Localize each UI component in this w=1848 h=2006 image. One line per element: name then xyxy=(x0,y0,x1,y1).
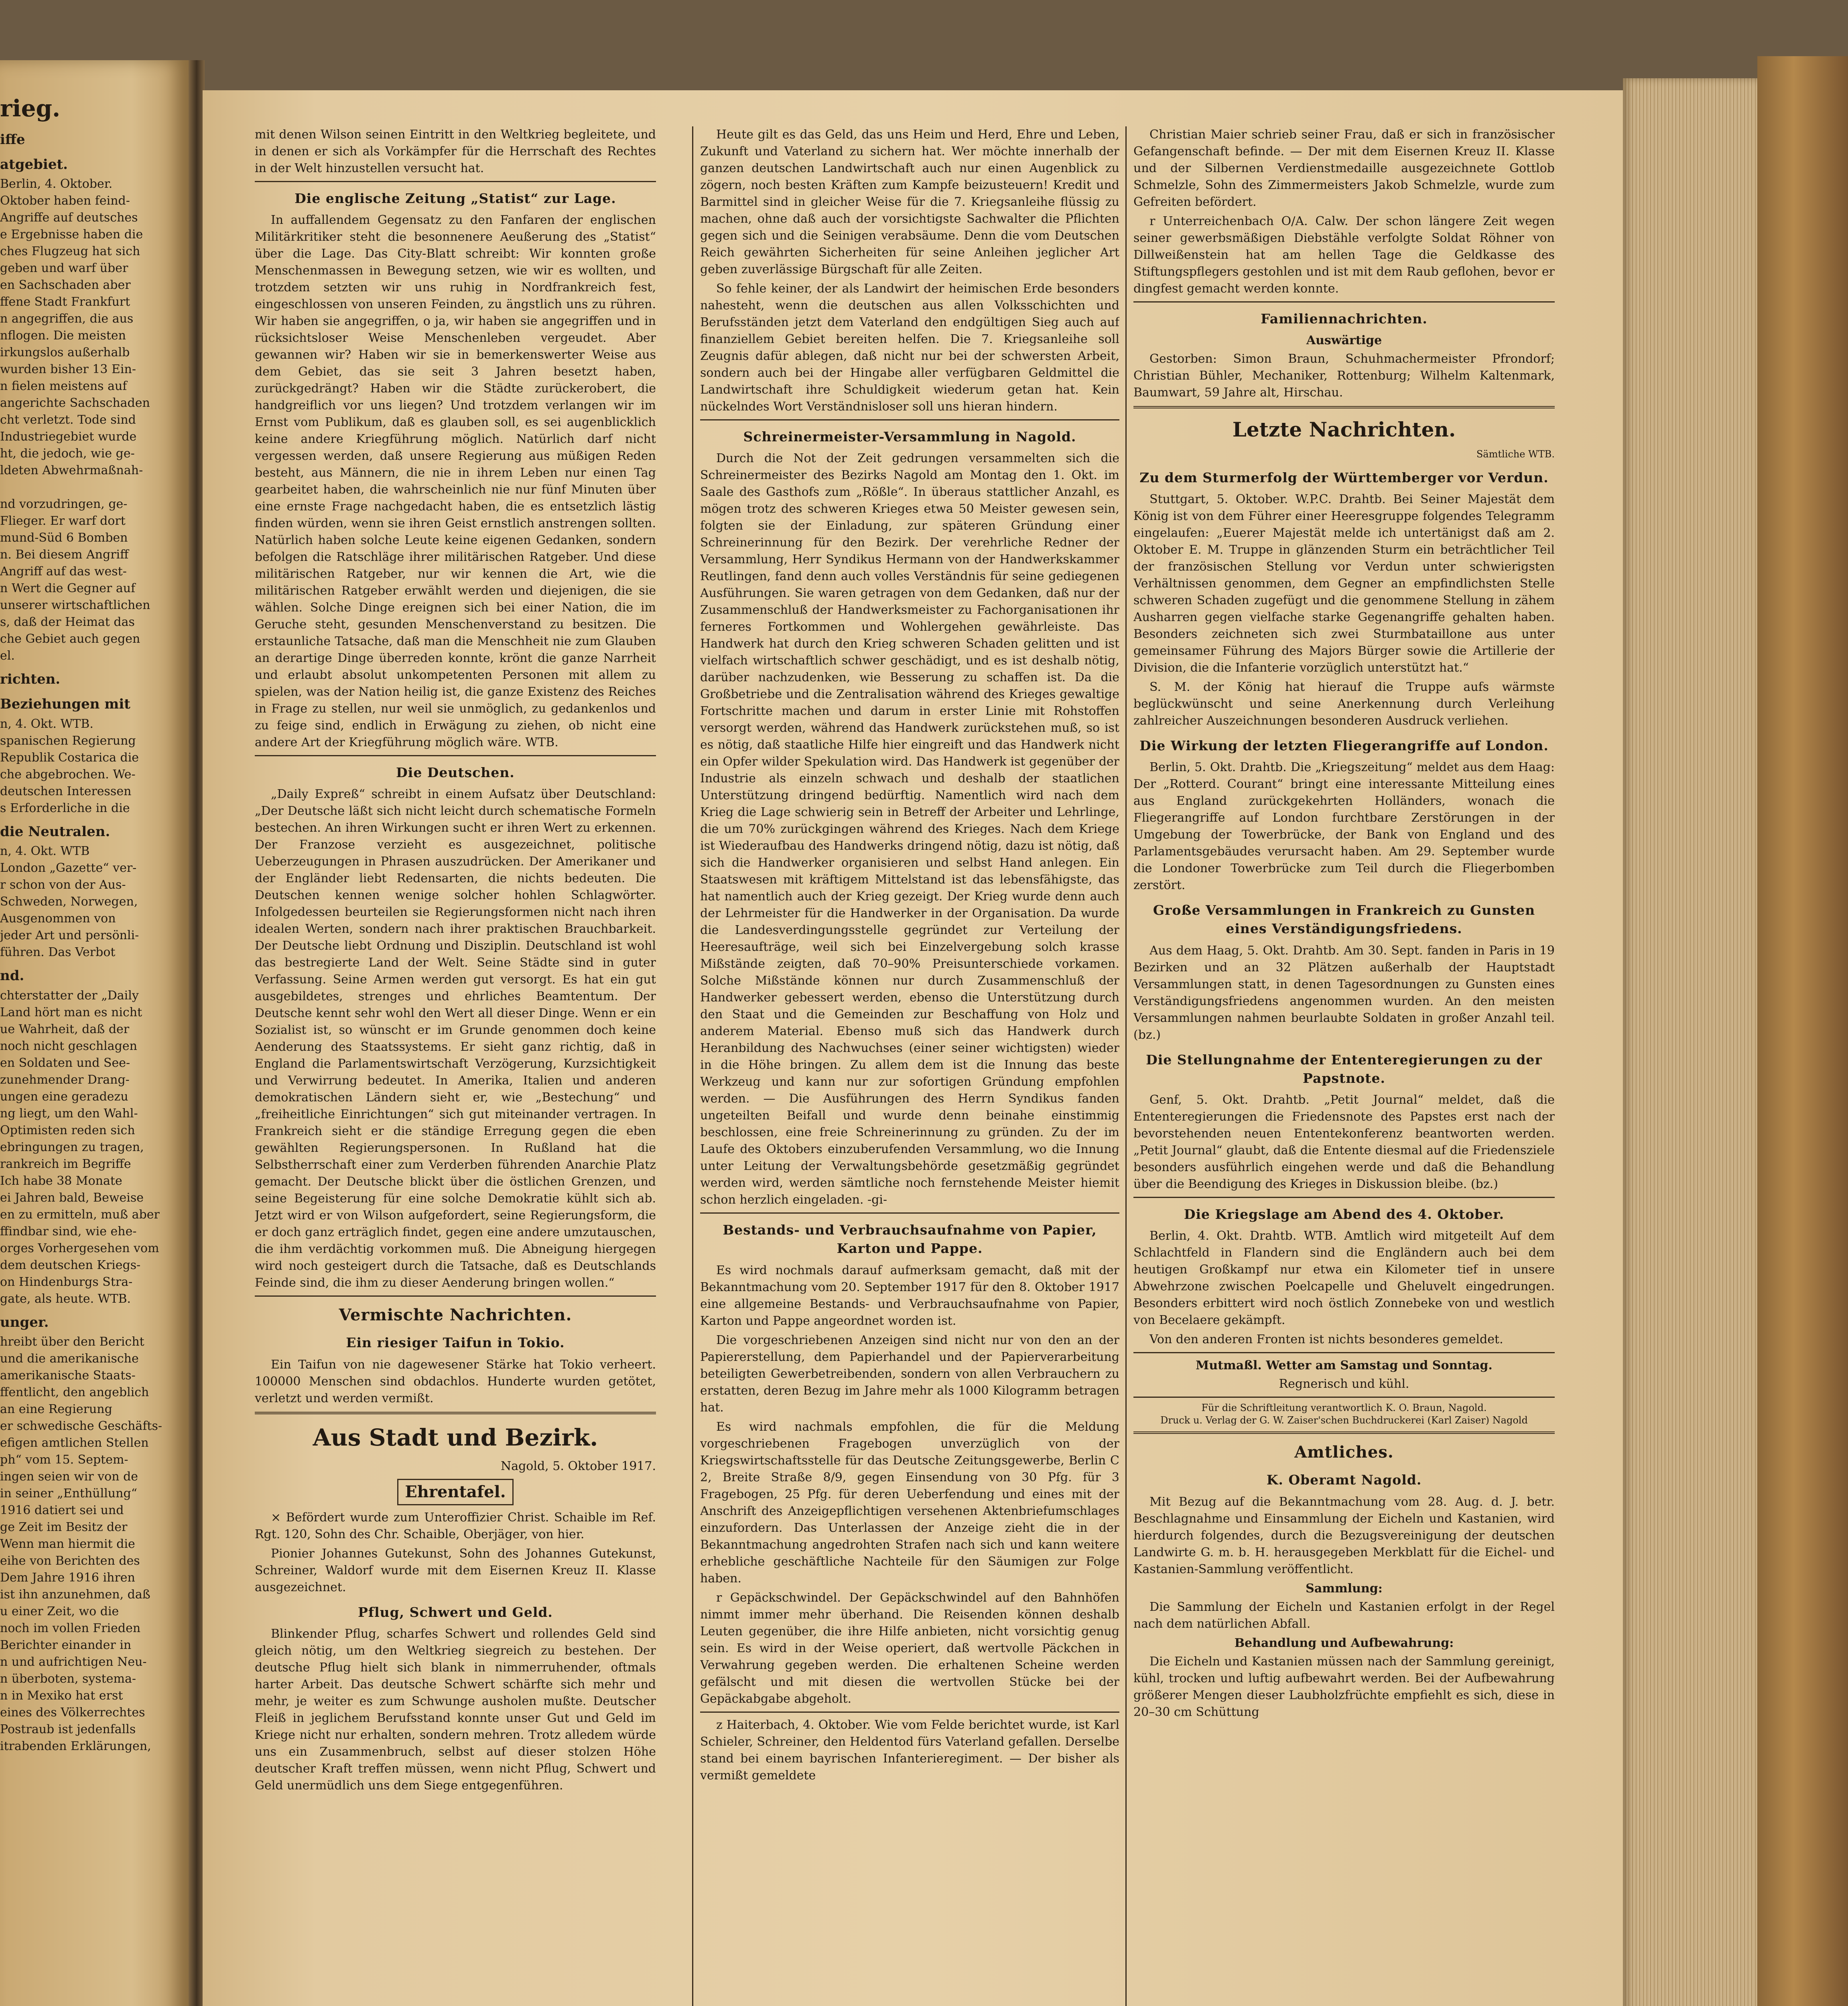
left-text-line: irkungslos außerhalb xyxy=(0,345,130,360)
left-text-line: hreibt über den Bericht xyxy=(0,1335,144,1349)
left-text-block-2 xyxy=(0,716,169,817)
left-text-line: n, 4. Okt. WTB xyxy=(0,844,90,859)
statist-article: In auffallendem Gegensatz zu den Fanfaren der englischen Militärkritiker steht die besonnenere Aeußerung des „Statist“ über die Lage. Das City-Blatt schreibt: Wir konnten große Menschenmassen in Bewegung setzen, wie wir es wollten, und trotzdem setzten wir uns ruhig in Nordfrankreich fest, eingeschlossen von unseren Feinden, zu ängstlich uns zu rühren. Wir haben sie angegriffen, o ja, wir haben sie angegriffen und in rücksichtsloser Weise Menschenleben vergeudet. Aber gewannen wir? Haben wir sie in bemerkenswerter Weise aus dem Gebiet, das sie seit 3 Jahren besetzt haben, zurückgedrängt? Haben wir die Städte zurückerobert, die handgreiflich vor uns liegen? Und trotzdem verlangen wir im Ernst vom Publikum, daß es glauben soll, es sei augenblicklich keine andere Kriegführung möglich. Natürlich darf nicht vergessen werden, daß unsere Regierung aus müßigen Reden besteht, aus Männern, die nie in ihrem Leben nur einen Tag gearbeitet haben, die wahrscheinlich nie nur fünf Minuten über eine ernste Frage nachgedacht haben, die es entsetzlich lästig finden würden, wenn sie ihren Geist ernstlich anstrengen sollten. Natürlich haben solche Leute keine eigenen Gedanken, sondern befolgen die Ratschläge ihrer militärischen Ratgeber. Und diese militärischen Ratgeber, nur wir kennen die Art, wie die militärischen Ratgeber erwählt werden und diejenigen, die sie wählen. Solche Dinge ereignen sich bei einer Nation, die im Geruche steht, gesunden Menschenverstand zu besitzen. Die erstaunliche Tatsache, daß man die Menschheit nie zum Glauben an derartige Dinge überreden konnte, krönt die ganze Narrheit und erlaubt absolut unkompetenten Personen mit allem zu spielen, was der Nation heilig ist, die ganze Existenz des Reiches in Frage zu stellen, nur weil sie unmöglich, zu gedankenlos und zu feige sind, endlich in Erwägung zu ziehen, ob nicht eine andere Art der Kriegführung möglich wäre. WTB. xyxy=(255,213,656,750)
left-text-line: und die amerikanische xyxy=(0,1352,139,1366)
left-heading-nachrichten: richten. xyxy=(0,671,61,688)
maier-article: Christian Maier schrieb seiner Frau, daß er sich in französischer Gefangenschaft befinde. — Der mit dem Eisernen Kreuz II. Klasse und der Silbernen Verdienstmedaille ausgezeichnete Gottlob Schmelzle, Sohn des Zimmermeisters Jakob Schmelzle, wurde zum Gefreiten befördert. xyxy=(1133,128,1555,209)
left-text-line: n fielen meistens auf xyxy=(0,379,127,394)
left-page-column xyxy=(0,92,169,1755)
familien-heading: Familiennachrichten. xyxy=(1261,311,1428,327)
left-text-line: Industriegebiet wurde xyxy=(0,430,137,444)
left-text-line: Angriff auf das west- xyxy=(0,564,127,579)
divider xyxy=(700,419,1119,420)
left-text-line: n. Bei diesem Angriff xyxy=(0,548,129,562)
left-text-line: deutschen Interessen xyxy=(0,784,132,798)
frankreich-heading: Große Versammlungen in Frankreich zu Gunsten eines Verständigungsfriedens. xyxy=(1153,902,1535,937)
left-heading-unger: unger. xyxy=(0,1314,49,1330)
left-text-line: amerikanische Staats- xyxy=(0,1368,136,1383)
schreiner-article: Durch die Not der Zeit gedrungen versammelten sich die Schreinermeister des Bezirks Nagold am Montag den 1. Okt. im Saale des Gasthofs zum „Rößle“. In überaus stattlicher Anzahl, es mögen trotz des schweren Krieges etwa 50 Meister gewesen sein, folgten sie der Einladung, zur späteren Gründung einer Schreinerinnung für den Bezirk. Der verehrliche Redner der Versammlung, Herr Syndikus Hermann von der Handwerkskammer Reutlingen, fand denn auch volles Verständnis für seine gediegenen Ausführungen. Sie waren getragen von dem Gedanken, daß nur der Zusammenschluß der Handwerksmeister zu Fachorganisationen ihr ferneres Fortkommen und Wohlergehen gewährleiste. Das Handwerk hat durch den Krieg schweren Schaden gelitten und ist vielfach wirtschaftlich schwer geschädigt, und es ist deshalb nötig, darüber nachzudenken, wie Besserung zu schaffen ist. Da die Großbetriebe und die Zentralisation während des Krieges gewaltige Fortschritte machen und darum in erster Linie mit Rohstoffen versorgt werden, während das Handwerk zurückstehen muß, so ist es nötig, daß staatliche Hilfe hier eingreift und das Handwerk nicht ein Opfer wilder Spekulation wird. Das Handwerk ist gegenüber der Industrie als einzeln schwach und deshalb der staatlichen Unterstützung dringend bedürftig. Namentlich wird nach dem Krieg die Lage schwierig sein in Betreff der Arbeiter und Lehrlinge, die um 70% zurückgingen während des Krieges. Nach dem Kriege ist Wiederaufbau des Handwerks dringend nötig, dazu ist nötig, daß sich die Handwerker organisieren und selbst Hand anlegen. Ein Staatswesen mit kräftigem Mittelstand ist das lebensfähigste, das hat namentlich auch der Krieg gezeigt. Der Krieg wurde denn auch der Lehrmeister für die Handwerker in der Organisation. Da wurde die Landesverdingungsstelle gegründet zur Verteilung der Heeresaufträge, weil sich bei Einzelvergebung solch krasse Mißstände zeigten, daß 70–90% Preisunterschiede vorkamen. Solche Mißstände können nur durch Zusammenschluß der Handwerker gebessert werden, ebenso die Unterstützung durch den Staat und die Gemeinden zur Beschaffung von Holz und anderem Material. Ebenso muß sich das Handwerk durch Heranbildung des Nachwuchses (einer seiner wichtigsten) wieder in die Höhe bringen. Zu allem dem ist die Innung das beste Werkzeug und kann nur zur sofortigen Gründung empfohlen werden. — Die Ausführungen des Herrn Syndikus fanden ungeteilten Beifall und wurde denn beinahe einstimmig beschlossen, eine freie Schreinerinnung zu gründen. Zu der im Laufe des Oktobers einzuberufenden Versammlung, wo die Innung unter Leitung der Verwaltungsbehörde gesetzmäßig gegründet werden wird, werden sämtliche noch fernstehende Meister hiemit schon herzlich eingeladen. -gi- xyxy=(700,451,1119,1207)
left-text-line: an eine Regierung xyxy=(0,1402,112,1417)
left-text-line: ist ihn anzunehmen, daß xyxy=(0,1588,150,1602)
divider xyxy=(700,1212,1119,1214)
left-text-line: mund-Süd 6 Bomben xyxy=(0,531,128,545)
pflug-article: Blinkender Pflug, scharfes Schwert und rollendes Geld sind gleich nötig, um den Weltkrieg siegreich zu bestehen. Der deutsche Pflug hielt sich blank in nimmerruhender, oftmals harter Arbeit. Das deutsche Schwert schärfte sich mehr und mehr, je weiter es zum Schwunge ausholen mußte. Deutscher Fleiß in jeglichem Berufsstand konnte unser Gut und Geld im Kriege nicht nur erhalten, sondern mehren. Trotz alledem würde uns ein Zusammenbruch, selbst auf dieser stolzen Höhe deutscher Kraft treffen müssen, wenn nicht Pflug, Schwert und Geld unermüdlich uns dem Siege entgegenführen. xyxy=(255,1626,656,1793)
divider xyxy=(1133,406,1555,408)
unterreichenbach-article: r Unterreichenbach O/A. Calw. Der schon längere Zeit wegen seiner gewerbsmäßigen Diebstähle verfolgte Soldat Röhner von Dillweißenstein hat am hellen Tage die Geldkasse des Stiftungspflegers gestohlen und ist mit dem Raub geflohen, bevor er dingfest gemacht werden konnte. xyxy=(1133,214,1555,296)
genf-article: Genf, 5. Okt. Drahtb. „Petit Journal“ meldet, daß die Ententeregierungen die Friedensnote des Papstes erst nach der bevorstehenden neuen Ententekonferenz beantworten werden. „Petit Journal“ glaubt, daß die Entente diesmal auf die Friedensziele besonders ausführlich eingehen werde und daß die Behandlung über die Beendigung des Krieges in Diskussion bleibe. (bz.) xyxy=(1133,1092,1555,1191)
flieger-heading: Die Wirkung der letzten Fliegerangriffe auf London. xyxy=(1139,737,1549,753)
gestorben-notice: Gestorben: Simon Braun, Schuhmachermeister Pfrondorf; Christian Bühler, Mechaniker, Rottenburg; Wilhelm Kaltenmark, Baumwart, 59 Jahre alt, Hirschau. xyxy=(1133,352,1555,400)
stadt-bezirk-heading: Aus Stadt und Bezirk. xyxy=(313,1423,598,1451)
divider xyxy=(255,1412,656,1414)
saemtliche-note: Sämtliche WTB. xyxy=(1476,449,1555,460)
left-text-line: Oktober haben feind- xyxy=(0,194,130,208)
left-text-line: noch nicht geschlagen xyxy=(0,1039,137,1053)
left-text-line: n, 4. Okt. WTB. xyxy=(0,717,93,731)
left-text-line: ldeten Abwehrmaßnah- xyxy=(0,463,143,478)
impressum-line-2: Druck u. Verlag der G. W. Zaiser'schen Buchdruckerei (Karl Zaiser) Nagold xyxy=(1160,1415,1528,1426)
left-text-line: 1916 datiert sei und xyxy=(0,1503,124,1518)
wetter-heading: Mutmaßl. Wetter am Samstag und Sonntag. xyxy=(1196,1358,1493,1373)
book-gutter xyxy=(189,60,205,2006)
divider xyxy=(255,1295,656,1297)
oberamt-article: Mit Bezug auf die Bekanntmachung vom 28. Aug. d. J. betr. Beschlagnahme und Einsammlung der Eicheln und Kastanien, wird hierdurch folgendes, durch die Bezugsvereinigung der deutschen Landwirte G. m. b. H. herausgegeben Merkblatt für die Eichel- und Kastanien-Sammlung veröffentlicht. xyxy=(1133,1494,1555,1576)
papier-heading: Bestands- und Verbrauchsaufnahme von Papier, Karton und Pappe. xyxy=(723,1222,1097,1257)
sturm-heading: Zu dem Sturmerfolg der Württemberger vor Verdun. xyxy=(1139,469,1549,485)
left-text-line: spanischen Regierung xyxy=(0,733,136,748)
left-text-line: Schweden, Norwegen, xyxy=(0,895,138,909)
left-heading-beziehungen: Beziehungen mit xyxy=(0,696,130,712)
left-text-line: ffindbar sind, wie ehe- xyxy=(0,1224,137,1239)
letzte-nachrichten-heading: Letzte Nachrichten. xyxy=(1232,418,1456,442)
left-text-line: n in Mexiko hat erst xyxy=(0,1689,123,1703)
left-text-line: ffentlicht, den angeblich xyxy=(0,1385,149,1400)
gepaeck-article: r Gepäckschwindel. Der Gepäckschwindel auf den Bahnhöfen nimmt immer mehr überhand. Die Reisenden können deshalb Leuten gegenüber, die ihre Hilfe anbieten, nicht vorsichtig genug sein. Es wird in der Weise operiert, daß wertvolle Päckchen in Verwahrung gegeben werden. Die erhaltenen Scheine werden gefälscht und mit diesen die wertvollen Stücke bei der Gepäckabgabe abgeholt. xyxy=(700,1590,1119,1706)
column-rule xyxy=(1125,126,1127,2006)
left-text-line: ge Zeit im Besitz der xyxy=(0,1520,128,1535)
left-text-block-5 xyxy=(0,1334,169,1755)
left-text-line: cht verletzt. Tode sind xyxy=(0,413,136,427)
left-subheading: iffe xyxy=(0,132,25,148)
column-2 xyxy=(700,126,1119,1787)
deutschen-article: „Daily Expreß“ schreibt in einem Aufsatz über Deutschland: „Der Deutsche läßt sich nicht leicht durch schematische Formeln bestechen. An ihren Wirkungen sucht er ihren Wert zu erkennen. Der Franzose verzieht es ausgezeichnet, politische Ueberzeugungen in Phrasen auszudrücken. Der Amerikaner und der Engländer liebt Redensarten, die nichts bedeuten. Die Deutschen kennen wenige solcher hohlen Schlagwörter. Infolgedessen beurteilen sie Regierungsformen nicht nach ihren idealen Werten, sondern nach ihrer praktischen Brauchbarkeit. Der Deutsche liebt Ordnung und Disziplin. Deutschland ist wohl das bestregierte Land der Welt. Seine Städte sind in guter Verfassung. Seine Armen werden gut versorgt. Es hat ein gut ausgebildetes, strenges und ehrliches Beamtentum. Der Deutsche kennt sehr wohl den Wert all dieser Dinge. Wenn er ein Sozialist ist, so wünscht er im Grunde genommen doch keine Aenderung des Staatssystems. Er sieht ganz richtig, daß in England die Parlamentswirtschaft Verzögerung, Kurzsichtigkeit und Verwirrung bedeutet. In Amerika, Italien und anderen demokratischen Ländern sieht er, wie „Bestechung“ und „freiheitliche Einrichtungen“ sich gut miteinander vertragen. In Frankreich sieht er die ständige Erregung gegen die eben gewählten Regierungspersonen. In Rußland hat die Selbstherrschaft einer zum Verderben führenden Anarchie Platz gemacht. Der Deutsche blickt über die östlichen Grenzen, und seine Begeisterung für eine solche Demokratie kühlt sich ab. Jetzt wird er von Wilson aufgefordert, seine Regierungsform, die er doch ganz erträglich findet, gegen eine andere umzutauschen, die ihm verdächtig vorkommen muß. Die Abneigung hiergegen wird noch gesteigert durch die Tatsache, daß es Deutschlands Feinde sind, die ihm zu dieser Aenderung bringen wollen.“ xyxy=(255,787,656,1290)
left-text-line: führen. Das Verbot xyxy=(0,945,116,960)
left-text-line: n Wert die Gegner auf xyxy=(0,581,136,596)
behandlung-heading: Behandlung und Aufbewahrung: xyxy=(1234,1636,1454,1650)
left-text-line: angerichte Sachschaden xyxy=(0,396,150,410)
left-heading: rieg. xyxy=(0,95,61,122)
divider xyxy=(255,181,656,182)
left-text-line: Republik Costarica die xyxy=(0,750,139,765)
left-text-line: ph“ vom 15. Septem- xyxy=(0,1453,128,1467)
sammlung-heading: Sammlung: xyxy=(1306,1581,1383,1596)
left-text-line: gate, als heute. WTB. xyxy=(0,1291,131,1306)
left-text-line: ebringungen zu tragen, xyxy=(0,1140,144,1154)
divider xyxy=(1133,301,1555,303)
left-text-line: nd vorzudringen, ge- xyxy=(0,497,128,512)
oberamt-heading: K. Oberamt Nagold. xyxy=(1266,1472,1422,1488)
newspaper-page xyxy=(203,90,1623,2006)
left-text-line: n angegriffen, die aus xyxy=(0,312,134,326)
divider xyxy=(1133,1397,1555,1398)
left-text-line: Land hört man es nicht xyxy=(0,1005,142,1019)
left-text-line: en zu ermitteln, muß aber xyxy=(0,1207,160,1222)
papier-article-3: Es wird nachmals empfohlen, die für die Meldung vorgeschriebenen Fragebogen unverzüglich von der Kriegswirtschaftsstelle für das Deutsche Zeitungsgewerbe, Berlin C 2, Breite Straße 8/9, gegen Einsendung von 30 Pfg. für 3 Fragebogen, 25 Pfg. für deren Ueberfendung und eines mit der Anschrift des Anzeigepflichtigen versehenen Aktenbriefumschlages einzufordern. Das Unterlassen der Anzeige zieht die in der Bekanntmachung angedrohten Strafen nach sich und kann weitere erhebliche geschäftliche Nachteile für den Säumigen zur Folge haben. xyxy=(700,1419,1119,1586)
koenig-article: S. M. der König hat hierauf die Truppe aufs wärmste beglückwünscht und seine Anerkennung durch Verleihung zahlreicher Auszeichnungen besonderen Ausdruck verliehen. xyxy=(1133,680,1555,728)
left-text-line: noch im vollen Frieden xyxy=(0,1621,141,1636)
left-text-line: er schwedische Geschäfts- xyxy=(0,1419,162,1433)
left-text-line: e Ergebnisse haben die xyxy=(0,227,143,242)
haiterbach-article: z Haiterbach, 4. Oktober. Wie vom Felde berichtet wurde, ist Karl Schieler, Schreiner, den Heldentod fürs Vaterland gefallen. Derselbe stand bei einem bayrischen Infanterieregiment. — Der bisher als vermißt gemeldete xyxy=(700,1718,1119,1783)
left-text-line: Berlin, 4. Oktober. xyxy=(0,177,113,191)
geld-article-2: So fehle keiner, der als Landwirt der heimischen Erde besonders nahesteht, wenn die deutschen aus allen Volksschichten und Berufsständen jetzt dem Vaterland den endgültigen Sieg auch auf finanziellem Gebiet bereiten helfen. Die 7. Kriegsanleihe soll Zeugnis dafür ablegen, daß nicht nur bei der schwersten Arbeit, sondern auch bei der Hingabe aller verfügbaren Geldmittel die Landwirtschaft ihre Schuldigkeit wiederum getan hat. Kein nückelndes Wort Verständnisloser soll uns hieran hindern. xyxy=(700,282,1119,414)
geld-article: Heute gilt es das Geld, das uns Heim und Herd, Ehre und Leben, Zukunft und Vaterland zu sichern hat. Wer möchte innerhalb der ganzen deutschen Landwirtschaft auch nur einen Augenblick zu zögern, noch besten Kräften zum Kampfe beizusteuern! Kredit und Barmittel sind in gleicher Weise für die 7. Kriegsanleihe flüssig zu machen, ohne daß auch der vorsichtigste Sachwalter die Pflichten gegen sich und die Seinigen verabsäume. Denn die vom Deutschen Reich gewährten Sicherheiten für seine Anleihen jeglicher Art geben zuverlässige Bürgschaft für alle Zeiten. xyxy=(700,128,1119,276)
kriegslage-heading: Die Kriegslage am Abend des 4. Oktober. xyxy=(1184,1206,1505,1222)
divider xyxy=(1133,1197,1555,1198)
left-text-line: London „Gazette“ ver- xyxy=(0,861,137,875)
left-text-line: Wenn man hiermit die xyxy=(0,1537,135,1551)
kriegslage-article-2: Von den anderen Fronten ist nichts besonderes gemeldet. xyxy=(1149,1332,1503,1347)
left-text-line: ei Jahren bald, Beweise xyxy=(0,1190,144,1205)
left-text-line: geben und warf über xyxy=(0,261,128,276)
left-text-line: Ich habe 38 Monate xyxy=(0,1174,122,1188)
left-text-line: nflogen. Die meisten xyxy=(0,329,126,343)
left-text-line: en Sachschaden aber xyxy=(0,278,131,292)
stuttgart-article: Stuttgart, 5. Oktober. W.P.C. Drahtb. Bei Seiner Majestät dem König ist von dem Führer einer Heeresgruppe folgendes Telegramm eingelaufen: „Euerer Majestät melde ich untertänigst daß am 2. Oktober E. M. Truppe in glänzenden Sturm ein beträchtlicher Teil der französischen Stellung vor Verdun unter schwierigsten Verhältnissen genommen, dem Gegner an empfindlichsten Stelle schweren Schaden zugefügt und die genommene Stellung in zähem Ausharren gegen vielfache starke Gegenangriffe gehalten haben. Besonders zeichneten sich zwei Sturmbataillone aus unter gemeinsamer Führung des Majors Bürger sowie die Artillerie der Division, die die Infanterie vorzüglich unterstützt hat.“ xyxy=(1133,492,1555,675)
haag-article: Aus dem Haag, 5. Okt. Drahtb. Am 30. Sept. fanden in Paris in 19 Bezirken und an 32 Plätzen außerhalb der Hauptstadt Versammlungen statt, in denen Tagesordnungen zu Gunsten eines Verständigungsfriedens angenommen wurden. An den meisten Versammlungen nahmen beurlaubte Soldaten in großer Anzahl teil. (bz.) xyxy=(1133,943,1555,1042)
berlin-article: Berlin, 5. Okt. Drahtb. Die „Kriegszeitung“ meldet aus dem Haag: Der „Rotterd. Courant“ bringt eine interessante Mitteilung eines aus England zurückgekehrten Holländers, wonach die Fliegerangriffe auf London furchtbare Zerstörungen in der Umgebung der Towerbrücke, der Bank von England und des Parlamentsgebäudes verursacht haben. Am 29. September wurde die Londoner Towerbrücke zum Teil durch die Fliegerbomben zerstört. xyxy=(1133,760,1555,893)
vermischte-heading: Vermischte Nachrichten. xyxy=(339,1306,572,1325)
befoerdert-notice: × Befördert wurde zum Unteroffizier Christ. Schaible im Ref. Rgt. 120, Sohn des Chr. Schaible, Oberjäger, von hier. xyxy=(255,1510,656,1541)
left-text-line xyxy=(0,479,169,496)
statist-heading: Die englische Zeitung „Statist“ zur Lage. xyxy=(294,191,616,206)
left-text-line: r schon von der Aus- xyxy=(0,878,126,892)
divider xyxy=(700,1712,1119,1713)
left-text-block-4 xyxy=(0,987,169,1308)
deutschen-heading: Die Deutschen. xyxy=(396,765,515,781)
left-text-line: efigen amtlichen Stellen xyxy=(0,1436,149,1450)
left-text-line: ches Flugzeug hat sich xyxy=(0,244,140,259)
left-text-line: itrabenden Erklärungen, xyxy=(0,1739,151,1754)
auswaertige-label: Auswärtige xyxy=(1306,333,1382,348)
amtliches-heading: Amtliches. xyxy=(1294,1443,1394,1462)
left-text-line: ng liegt, um den Wahl- xyxy=(0,1106,138,1121)
left-text-line: rankreich im Begriffe xyxy=(0,1157,131,1171)
left-text-line: en Soldaten und See- xyxy=(0,1056,130,1070)
wilson-intro: mit denen Wilson seinen Eintritt in den Weltkrieg begleitete, und in denen er sich als Vorkämpfer für die Herrschaft des Rechtes in der Welt hinzustellen versucht hat. xyxy=(255,128,656,175)
left-text-line: in seiner „Enthüllung“ xyxy=(0,1486,137,1501)
left-text-line: eihe von Berichten des xyxy=(0,1554,140,1568)
left-text-line: n und aufrichtigen Neu- xyxy=(0,1655,147,1669)
ehrentafel-heading: Ehrentafel. xyxy=(397,1479,513,1505)
left-text-line: orges Vorhergesehen vom xyxy=(0,1241,159,1255)
behandlung-text: Die Eicheln und Kastanien müssen nach der Sammlung gereinigt, kühl, trocken und luftig aufbewahrt werden. Bei der Aufbewahrung größerer Mengen dieser Laubholzfrüchte empfiehlt es sich, diese in 20–30 cm Schüttung xyxy=(1133,1654,1555,1719)
left-text-line: chterstatter der „Daily xyxy=(0,988,139,1003)
left-text-line: wurden bisher 13 Ein- xyxy=(0,362,136,377)
left-text-line: ffene Stadt Frankfurt xyxy=(0,295,130,309)
impressum-line-1: Für die Schriftleitung verantwortlich K. O. Braun, Nagold. xyxy=(1201,1402,1487,1414)
wetter-text: Regnerisch und kühl. xyxy=(1279,1377,1409,1391)
left-text-line: Dem Jahre 1916 ihren xyxy=(0,1571,135,1585)
left-text-line: ue Wahrheit, daß der xyxy=(0,1022,130,1036)
entente-heading: Die Stellungnahme der Ententeregierungen zu der Papstnote. xyxy=(1146,1052,1542,1086)
left-text-line: n überboten, systema- xyxy=(0,1672,136,1686)
left-text-line: ingen seien wir von de xyxy=(0,1470,138,1484)
left-text-line: ht, die jedoch, wie ge- xyxy=(0,447,135,461)
left-text-line: Berichter einander in xyxy=(0,1638,132,1653)
left-text-line: dem deutschen Kriegs- xyxy=(0,1258,141,1272)
column-rule xyxy=(692,126,693,2006)
taifun-heading: Ein riesiger Taifun in Tokio. xyxy=(346,1335,565,1351)
left-text-block-3 xyxy=(0,843,169,961)
left-text-line: unserer wirtschaftlichen xyxy=(0,598,150,613)
left-text-line: Postraub ist jedenfalls xyxy=(0,1722,136,1737)
divider xyxy=(1133,1431,1555,1434)
left-text-line: eines des Völkerrechtes xyxy=(0,1706,145,1720)
left-text-line: ungen eine geradezu xyxy=(0,1089,128,1104)
papier-article: Es wird nochmals darauf aufmerksam gemacht, daß mit der Bekanntmachung vom 20. September 1917 für den 8. Oktober 1917 eine allgemeine Bestands- und Verbrauchsaufnahme von Papier, Karton und Pappe angeordnet worden ist. xyxy=(700,1263,1119,1328)
pflug-heading: Pflug, Schwert und Geld. xyxy=(358,1604,553,1620)
left-text-line: s, daß der Heimat das xyxy=(0,615,135,629)
left-text-line: Angriffe auf deutsches xyxy=(0,211,138,225)
left-text-line: che abgebrochen. We- xyxy=(0,767,136,782)
left-text-line: jeder Art und persönli- xyxy=(0,928,139,943)
left-text-line: el. xyxy=(0,649,15,663)
kriegslage-article: Berlin, 4. Okt. Drahtb. WTB. Amtlich wird mitgeteilt Auf dem Schlachtfeld in Flandern sind die Engländern auch bei dem heutigen Großkampf nur etwa ein Kilometer tief in unsere Abwehrzone zwischen Poelcapelle und Gheluvelt eingedrungen. Besonders erbittert wird noch östlich Zonnebeke von und westlich von Becelaere gekämpft. xyxy=(1133,1229,1555,1328)
pionier-notice: Pionier Johannes Gutekunst, Sohn des Johannes Gutekunst, Schreiner, Waldorf wurde mit dem Eisernen Kreuz II. Klasse ausgezeichnet. xyxy=(255,1546,656,1594)
left-text-line: u einer Zeit, wo die xyxy=(0,1604,119,1619)
divider xyxy=(255,755,656,756)
left-text-line: Ausgenommen von xyxy=(0,912,116,926)
schreiner-heading: Schreinermeister-Versammlung in Nagold. xyxy=(743,429,1076,445)
column-1 xyxy=(255,126,656,1797)
left-text-line: che Gebiet auch gegen xyxy=(0,632,140,646)
left-subheading-2: atgebiet. xyxy=(0,156,68,173)
book-spine xyxy=(1757,56,1848,2006)
left-text-line: s Erforderliche in die xyxy=(0,801,130,815)
left-text-line: Flieger. Er warf dort xyxy=(0,514,126,528)
dateline: Nagold, 5. Oktober 1917. xyxy=(500,1459,656,1473)
left-heading-nd: nd. xyxy=(0,968,24,984)
left-page xyxy=(0,60,189,2006)
column-3 xyxy=(1133,126,1555,1723)
divider xyxy=(1133,1352,1555,1353)
left-text-line: zunehmender Drang- xyxy=(0,1072,130,1087)
sammlung-text: Die Sammlung der Eicheln und Kastanien erfolgt in der Regel nach dem natürlichen Abfall. xyxy=(1133,1600,1555,1631)
taifun-article: Ein Taifun von nie dagewesener Stärke hat Tokio verheert. 100000 Menschen sind obdachlos. Hunderte wurden getötet, verletzt und werden vermißt. xyxy=(255,1357,656,1405)
left-text-line: Optimisten reden sich xyxy=(0,1123,135,1137)
left-text-line: on Hindenburgs Stra- xyxy=(0,1275,133,1289)
page-edges xyxy=(1623,78,1775,2006)
papier-article-2: Die vorgeschriebenen Anzeigen sind nicht nur von den an der Papiererstellung, dem Papierhandel und der Papierverarbeitung beteiligten Gewerbetreibenden, sondern von allen Verbrauchern zu erstatten, deren Bezug im Jahre mehr als 1000 Kilogramm betragen hat. xyxy=(700,1333,1119,1415)
left-heading-neutralen: die Neutralen. xyxy=(0,823,110,840)
left-text-block xyxy=(0,176,169,664)
